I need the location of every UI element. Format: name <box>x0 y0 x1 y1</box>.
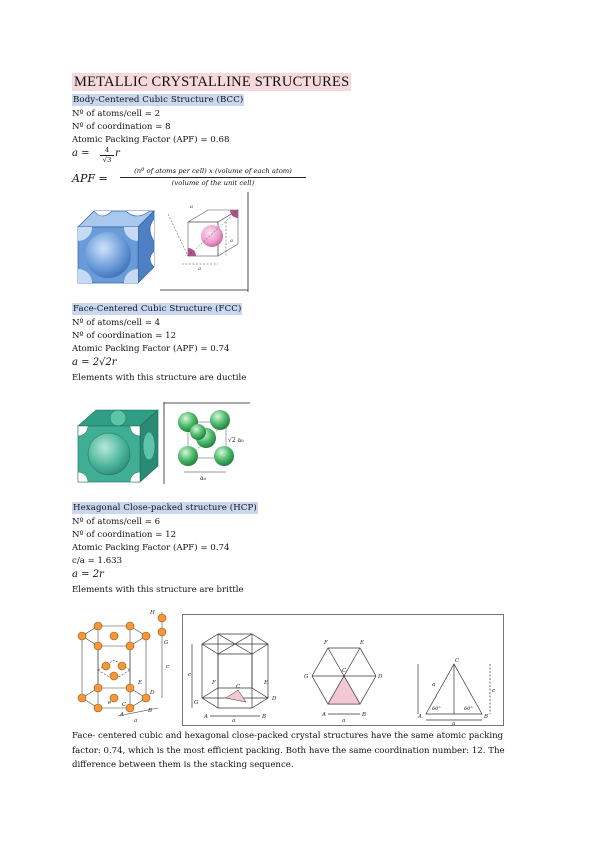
fcc-atoms-per-cell: Nº of atoms/cell = 4 <box>72 318 161 328</box>
hcp-note: Elements with this structure are brittle <box>72 585 244 595</box>
apf-formula-denominator: (volume of the unit cell) <box>171 179 255 187</box>
hex-label-b: B <box>362 712 367 718</box>
bcc-geometry-figure <box>160 192 252 292</box>
hcp-label-b-vertex: B <box>148 708 153 714</box>
tri-label-b: B <box>484 714 489 720</box>
hcp-label-c: C <box>122 702 127 708</box>
hcp-label-g: G <box>164 640 169 646</box>
fcc-lattice-formula: a = 2√2r <box>72 357 117 368</box>
hcp-prism-label-d: D <box>272 696 277 702</box>
tri-angle-left: 60° <box>432 706 441 712</box>
hcp-label-d: D <box>150 690 155 696</box>
hcp-prism-label-g: G <box>194 700 199 706</box>
fcc-edge-label: a₀ <box>200 475 206 482</box>
bcc-lattice-formula-lhs: a = <box>72 148 90 159</box>
fcc-unit-cell-figure <box>72 404 164 486</box>
hcp-ca-ratio: c/a = 1.633 <box>72 556 123 566</box>
bcc-apf: Atomic Packing Factor (APF) = 0.68 <box>72 135 230 145</box>
bcc-atoms-per-cell: Nº of atoms/cell = 2 <box>72 109 161 119</box>
hex-label-d: D <box>378 674 383 680</box>
hcp-prism-label-a-edge: a <box>232 718 236 724</box>
hex-label-a-edge: a <box>342 718 346 724</box>
apf-formula-numerator: (nº of atoms per cell) x (volume of each atom) <box>134 167 292 175</box>
hcp-label-a-edge: a <box>134 718 138 724</box>
hex-label-g: G <box>304 674 309 680</box>
hcp-apf: Atomic Packing Factor (APF) = 0.74 <box>72 543 230 553</box>
bcc-label-a-bottom: a <box>198 266 201 272</box>
tri-label-a: A <box>418 714 422 720</box>
bcc-coordination: Nº of coordination = 8 <box>72 122 171 132</box>
hcp-label-h: H <box>150 610 155 616</box>
hcp-prism-label-a: A <box>204 714 208 720</box>
fcc-geometry-figure <box>164 402 252 484</box>
hcp-geometry-panel <box>182 614 504 726</box>
apf-formula-fraction-bar <box>120 177 306 178</box>
hcp-prism-label-c: c <box>188 672 192 678</box>
hex-label-e: E <box>360 640 365 646</box>
hex-label-c: C <box>342 668 347 674</box>
tri-label-a-edge: a <box>452 721 456 727</box>
tri-label-a-side: a <box>432 682 436 688</box>
fcc-note: Elements with this structure are ductile <box>72 373 247 383</box>
bcc-heading: Body-Centered Cubic Structure (BCC) <box>73 95 244 105</box>
hcp-prism-label-f: F <box>212 680 216 686</box>
hcp-coordination: Nº of coordination = 12 <box>72 530 177 540</box>
hcp-label-c-height: c <box>166 664 170 670</box>
tri-label-c: C <box>455 658 460 664</box>
apf-formula-lhs: APF = <box>72 172 108 185</box>
tri-label-h: c <box>492 688 496 694</box>
hcp-atoms-per-cell: Nº of atoms/cell = 6 <box>72 517 161 527</box>
bcc-formula-variable: r <box>115 148 120 159</box>
hcp-prism-label-c-top: C <box>236 684 241 690</box>
hcp-atoms-figure <box>72 608 182 726</box>
closing-paragraph: Face- centered cubic and hexagonal close-packed crystal structures have the same atomic packing factor: 0.74, which is the most efficient packing. Both have the same coordination number: 12. The difference between them is the stacking sequence. <box>72 731 505 770</box>
fcc-coordination: Nº of coordination = 12 <box>72 331 177 341</box>
hcp-label-e-small: e <box>108 700 112 706</box>
hcp-heading: Hexagonal Close-packed structure (HCP) <box>73 503 257 513</box>
hcp-prism-label-e: E <box>264 680 269 686</box>
hex-label-a: A <box>322 712 326 718</box>
bcc-label-a: a <box>190 204 193 210</box>
bcc-formula-numerator: 4 <box>104 146 110 154</box>
fcc-heading: Face-Centered Cubic Structure (FCC) <box>73 304 242 314</box>
hcp-label-a-vertex: A <box>120 712 124 718</box>
hex-label-f: F <box>324 640 328 646</box>
bcc-label-a-side: a <box>230 238 233 244</box>
fcc-apf: Atomic Packing Factor (APF) = 0.74 <box>72 344 230 354</box>
fcc-diagonal-label: √2 a₀ <box>228 437 244 444</box>
bcc-unit-cell-figure <box>72 205 160 287</box>
page-title: METALLIC CRYSTALLINE STRUCTURES <box>74 74 350 90</box>
hcp-prism-label-b: B <box>262 714 267 720</box>
hcp-label-e: E <box>138 680 143 686</box>
tri-angle-right: 60° <box>464 706 473 712</box>
bcc-formula-denominator: √3 <box>102 156 112 164</box>
hcp-lattice-formula: a = 2r <box>72 569 104 580</box>
